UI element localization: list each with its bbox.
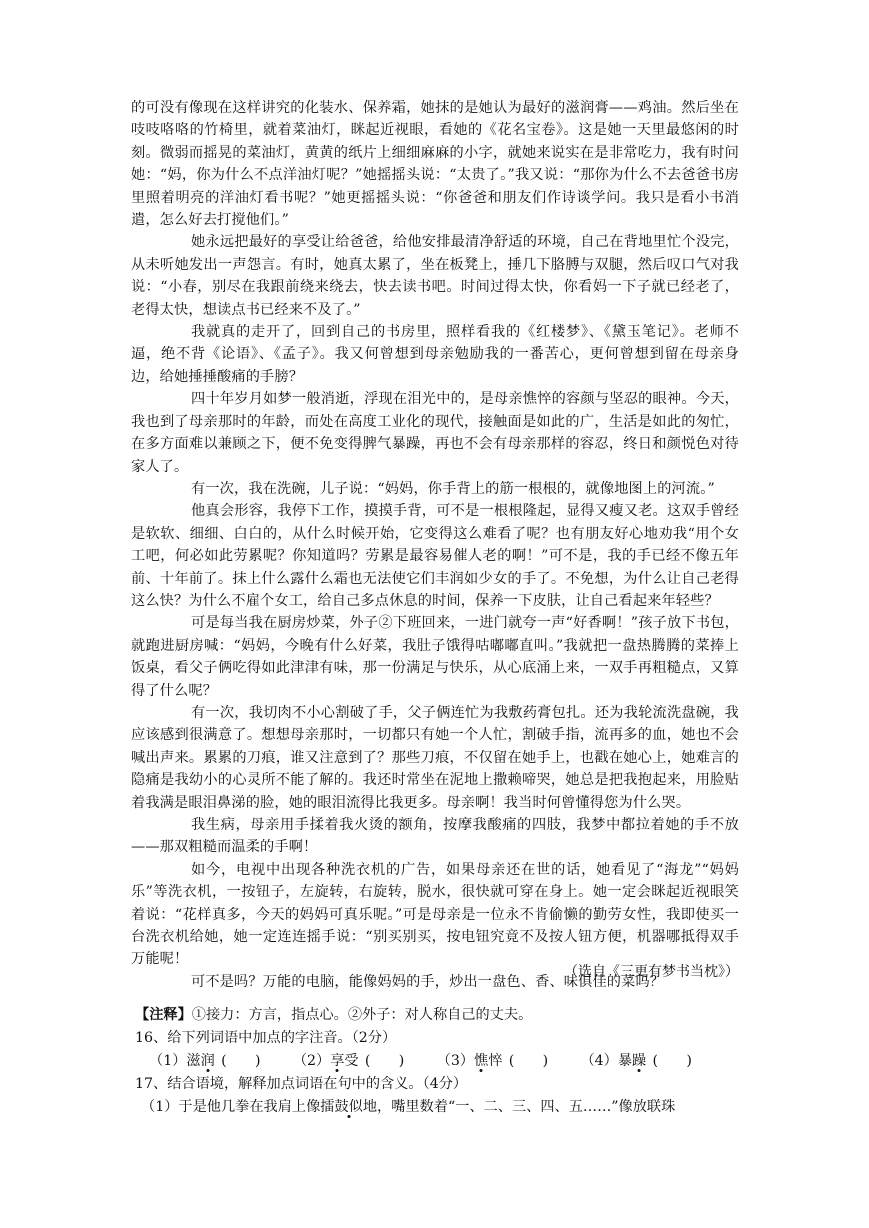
essay-body: [131, 97, 739, 993]
paragraph: 的可没有像现在这样讲究的化装水、保养霜，她抹的是她认为最好的滋润膏——鸡油。然后坐在吱吱咯咯的竹椅里，就着菜油灯，眯起近视眼，看她的《花名宝卷》。这是她一天里最悠闲的时刻。微弱而摇晃的菜油灯，黄黄的纸片上细细麻麻的小字，就她来说实在是非常吃力，我有时问她：“妈，你为什么不点洋油灯呢？”她摇摇头说：“太贵了。”我又说：“那你为什么不去爸爸书房里照着明亮的洋油灯看书呢？”她更摇摇头说：“你爸爸和朋友们作诗谈学问。我只是看小书消遣，怎么好去打搅他们。”: [131, 100, 739, 229]
answer-blank[interactable]: ( ): [221, 1053, 261, 1069]
answer-blank[interactable]: ( ): [508, 1053, 549, 1069]
paragraph: 他真会形容，我停下工作，摸摸手背，可不是一根根隆起，显得又瘦又老。这双手曾经是软软、细细、白白的，从什么时候开始，它变得这么难看了呢？也有朋友好心地劝我“用个女工吧，何必如此劳累呢？你知道吗？劳累是最容易催人老的啊！”可不是，我的手已经不像五年前、十年前了。抹上什么露什么霜也无法使它们丰润如少女的手了。不免想，为什么让自己老得这么快？为什么不雇个女工，给自己多点休息的时间，保养一下皮肤，让自己看起来年轻些？: [131, 503, 739, 609]
annotation-line: [135, 1004, 739, 1027]
pinyin-item: （4）暴躁 ( ): [580, 1050, 698, 1073]
notes-and-questions: [135, 1004, 739, 1119]
question-17-line: （1）于是他几拳在我肩上像擂鼓似地，嘴里数着“一、二、三、四、五……”像放联珠: [141, 1099, 676, 1115]
paragraph: 如今，电视中出现各种洗衣机的广告，如果母亲还在世的话，她看见了“海龙”“妈妈乐”等洗衣机，一按钮子，左旋转，右旋转，脱水，很快就可穿在身上。她一定会眯起近视眼笑着说：“花样真多，今天的妈妈可真乐呢。”可是母亲是一位永不肯偷懒的勤劳女性，我即使买一台洗衣机给她，她一定连连摇手说：“别买别买，按电钮究竟不及按人钮方便，机器哪抵得双手万能呢！: [131, 861, 739, 968]
pinyin-item: （3）憔悴 ( ): [437, 1050, 555, 1073]
question-16-title: 16、给下列词语中加点的字注音。（2分）: [135, 1030, 397, 1046]
paragraph: 她永远把最好的享受让给爸爸，给他安排最清净舒适的环境，自己在背地里忙个没完，从未听她发出一声怨言。有时，她真太累了，坐在板凳上，捶几下胳膊与双腿，然后叹口气对我说：“小春，别尽在我跟前绕来绕去，快去读书吧。时间过得太快，你看妈一下子就已经老了，老得太快，想读点书已经来不及了。”: [131, 234, 739, 318]
paragraph: 有一次，我切肉不小心割破了手，父子俩连忙为我敷药膏包扎。还为我轮流洗盘碗，我应该感到很满意了。想想母亲那时，一切都只有她一个人忙，割破手指，流再多的血，她也不会喊出声来。累累的刀痕，谁又注意到了？那些刀痕，不仅留在她手上，也戳在她心上，她难言的隐痛是我幼小的心灵所不能了解的。我还时常坐在泥地上撒赖啼哭，她总是把我抱起来，用脸贴着我满是眼泪鼻涕的脸，她的眼泪流得比我更多。母亲啊！我当时何曾懂得您为什么哭。: [131, 704, 739, 811]
dotted-phrase: 擂鼓似地: [320, 1099, 378, 1115]
source-citation: （选自《三更有梦书当枕》）: [564, 964, 739, 980]
question-16-items: [135, 1050, 739, 1073]
paragraph: 我生病，母亲用手揉着我火烫的额角，按摩我酸痛的四肢，我梦中都拉着她的手不放——那双粗糙而温柔的手啊！: [131, 817, 739, 856]
paragraph: 有一次，我在洗碗，儿子说：“妈妈，你手背上的筋一根根的，就像地图上的河流。”: [191, 480, 715, 497]
paragraph: 可不是吗？万能的电脑，能像妈妈的手，炒出一盘色、香、味俱佳的菜吗？: [191, 973, 665, 990]
pinyin-item: （1）滋润 ( ): [149, 1050, 267, 1073]
answer-blank[interactable]: ( ): [652, 1053, 692, 1069]
answer-blank[interactable]: ( ): [364, 1053, 405, 1069]
paragraph: 可是每当我在厨房炒菜，外子②下班回来，一进门就夸一声“好香啊！”孩子放下书包，就跑进厨房喊：“妈妈，今晚有什么好菜，我肚子饿得咕嘟嘟直叫。”我就把一盘热腾腾的菜捧上饭桌，看父子俩吃得如此津津有味，那一份满足与快乐，从心底涌上来，一双手再粗糙点，又算得了什么呢？: [131, 615, 739, 699]
annotation-text: ①接力：方言，指点心。②外子：对人称自己的丈夫。: [191, 1007, 533, 1023]
paragraph: 我就真的走开了，回到自己的书房里，照样看我的《红楼梦》、《黛玉笔记》。老师不逼，绝不背《论语》、《孟子》。我又何曾想到母亲勉励我的一番苦心，更何曾想到留在母亲身边，给她捶捶酸痛的手膀？: [131, 324, 739, 385]
paragraph: 四十年岁月如梦一般消逝，浮现在泪光中的，是母亲憔悴的容颜与坚忍的眼神。今天，我也到了母亲那时的年龄，而处在高度工业化的现代，接触面是如此的广，生活是如此的匆忙，在多方面难以兼顾之下，便不免变得脾气暴躁，再也不会有母亲那样的容忍，终日和颜悦色对待家人了。: [131, 391, 739, 475]
annotation-label: 【注释】: [135, 1007, 192, 1023]
pinyin-item: （2）享受 ( ): [293, 1050, 411, 1073]
question-17-title: 17、结合语境，解释加点词语在句中的含义。（4分）: [135, 1076, 468, 1092]
